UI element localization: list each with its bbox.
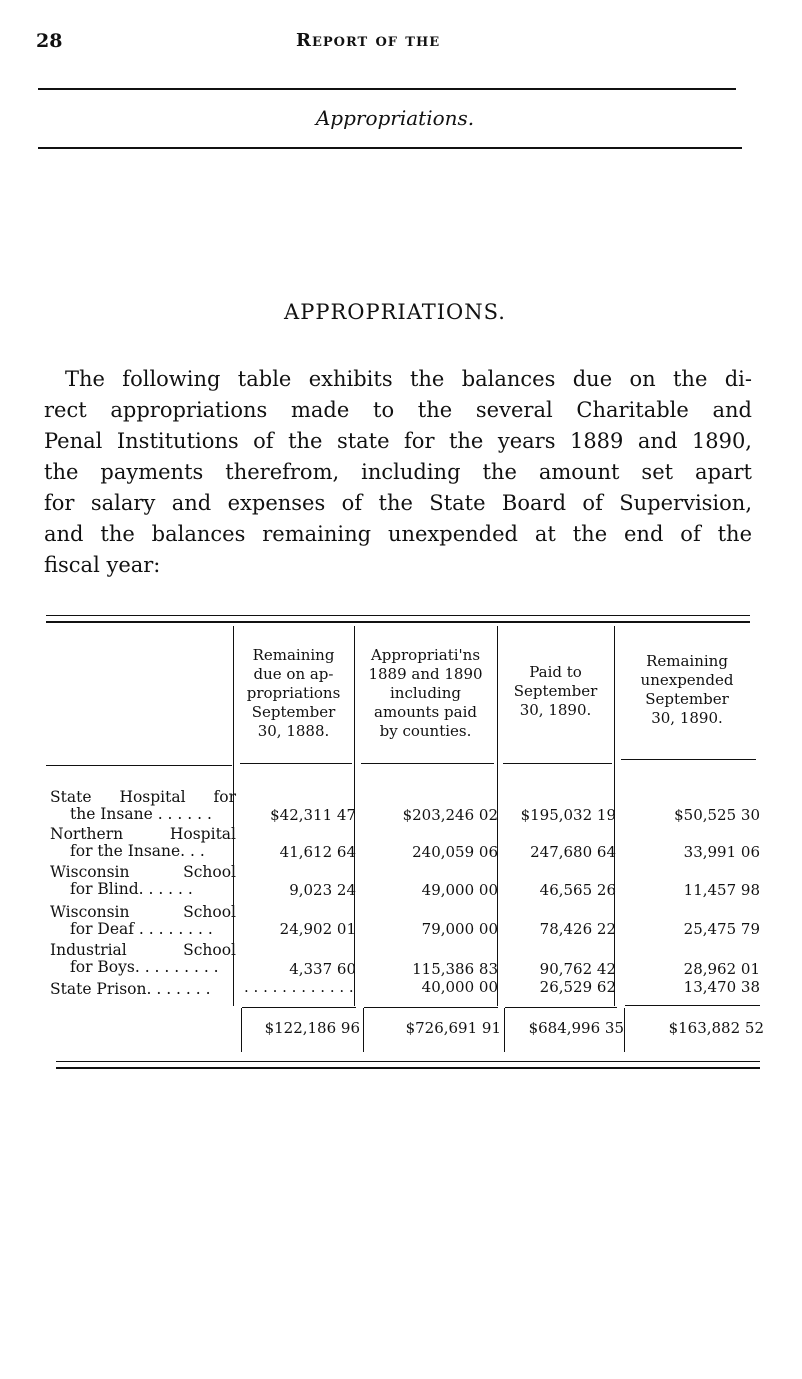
- section-title: APPROPRIATIONS.: [284, 300, 506, 324]
- table-row-label: State Hospital for the Insane . . . . . .: [50, 788, 236, 823]
- paragraph-line: Penal Institutions of the state for the years 1889 and 1890,: [44, 429, 752, 453]
- paragraph-line: rect appropriations made to the several Charitable and: [44, 398, 752, 422]
- column-header: Appropriati'ns 1889 and 1890 including amounts paid by counties.: [368, 646, 483, 740]
- value-cell: 11,457 98: [683, 881, 760, 899]
- value-cell: 33,991 06: [683, 843, 760, 861]
- header-underline: [361, 763, 494, 764]
- table-rule-top: [46, 615, 750, 616]
- value-cell: $195,032 19: [520, 806, 616, 824]
- value-cell: 240,059 06: [412, 843, 498, 861]
- table-row-label: Wisconsin School for Deaf . . . . . . . .: [50, 903, 236, 938]
- table-row-label: State Prison. . . . . . .: [50, 980, 211, 998]
- value-cell: 41,612 64: [279, 843, 356, 861]
- paragraph-line: The following table exhibits the balances due on the di-: [65, 367, 752, 391]
- intro-paragraph: [44, 364, 752, 581]
- table-rule-bottom: [56, 1067, 760, 1069]
- value-cell: $50,525 30: [674, 806, 760, 824]
- header-underline: [503, 763, 612, 764]
- header-underline: [621, 759, 756, 760]
- table-row-label: Northern Hospital for the Insane. . .: [50, 825, 236, 860]
- paragraph-line: for salary and expenses of the State Board of Supervision,: [44, 491, 752, 515]
- value-cell: 247,680 64: [530, 843, 616, 861]
- header-rule-bottom: [38, 147, 742, 149]
- value-cell: 4,337 60: [289, 960, 356, 978]
- table-row-label: Wisconsin School for Blind. . . . . .: [50, 863, 236, 898]
- paragraph-line: the payments therefrom, including the amount set apart: [44, 460, 752, 484]
- value-cell: 13,470 38: [683, 978, 760, 996]
- page-number: 28: [36, 30, 63, 52]
- value-cell: 49,000 00: [421, 881, 498, 899]
- column-divider: [624, 1008, 625, 1052]
- value-cell: 78,426 22: [539, 920, 616, 938]
- header-underline: [46, 765, 232, 766]
- value-cell: 9,023 24: [289, 881, 356, 899]
- totals-rule: [625, 1005, 760, 1006]
- total-cell: $163,882 52: [668, 1019, 764, 1037]
- value-cell: 28,962 01: [683, 960, 760, 978]
- paragraph-line: and the balances remaining unexpended at the end of the: [44, 522, 752, 546]
- empty-cell-dots: . . . . . . . . . . . .: [244, 978, 354, 996]
- totals-rule: [242, 1007, 356, 1008]
- column-header: Remaining due on ap- propriations September 30, 1888.: [246, 646, 341, 740]
- value-cell: 25,475 79: [683, 920, 760, 938]
- totals-rule: [364, 1007, 498, 1008]
- paragraph-line: fiscal year:: [44, 553, 161, 577]
- header-underline: [240, 763, 352, 764]
- value-cell: 79,000 00: [421, 920, 498, 938]
- value-cell: 26,529 62: [539, 978, 616, 996]
- value-cell: 46,565 26: [539, 881, 616, 899]
- header-rule-top: [38, 88, 736, 90]
- value-cell: $203,246 02: [402, 806, 498, 824]
- column-header: Remaining unexpended September 30, 1890.: [640, 652, 734, 727]
- total-cell: $122,186 96: [264, 1019, 360, 1037]
- running-title: Report of the: [296, 30, 441, 51]
- table-rule-bottom: [56, 1061, 760, 1062]
- totals-rule: [505, 1007, 617, 1008]
- table-row-label: Industrial School for Boys. . . . . . . . .: [50, 941, 236, 976]
- value-cell: 90,762 42: [539, 960, 616, 978]
- value-cell: 40,000 00: [421, 978, 498, 996]
- total-cell: $726,691 91: [405, 1019, 501, 1037]
- total-cell: $684,996 35: [528, 1019, 624, 1037]
- value-cell: 115,386 83: [412, 960, 498, 978]
- subheading: Appropriations.: [315, 106, 475, 130]
- value-cell: 24,902 01: [279, 920, 356, 938]
- value-cell: $42,311 47: [270, 806, 356, 824]
- table-rule-top: [46, 621, 750, 623]
- column-header: Paid to September 30, 1890.: [513, 663, 598, 719]
